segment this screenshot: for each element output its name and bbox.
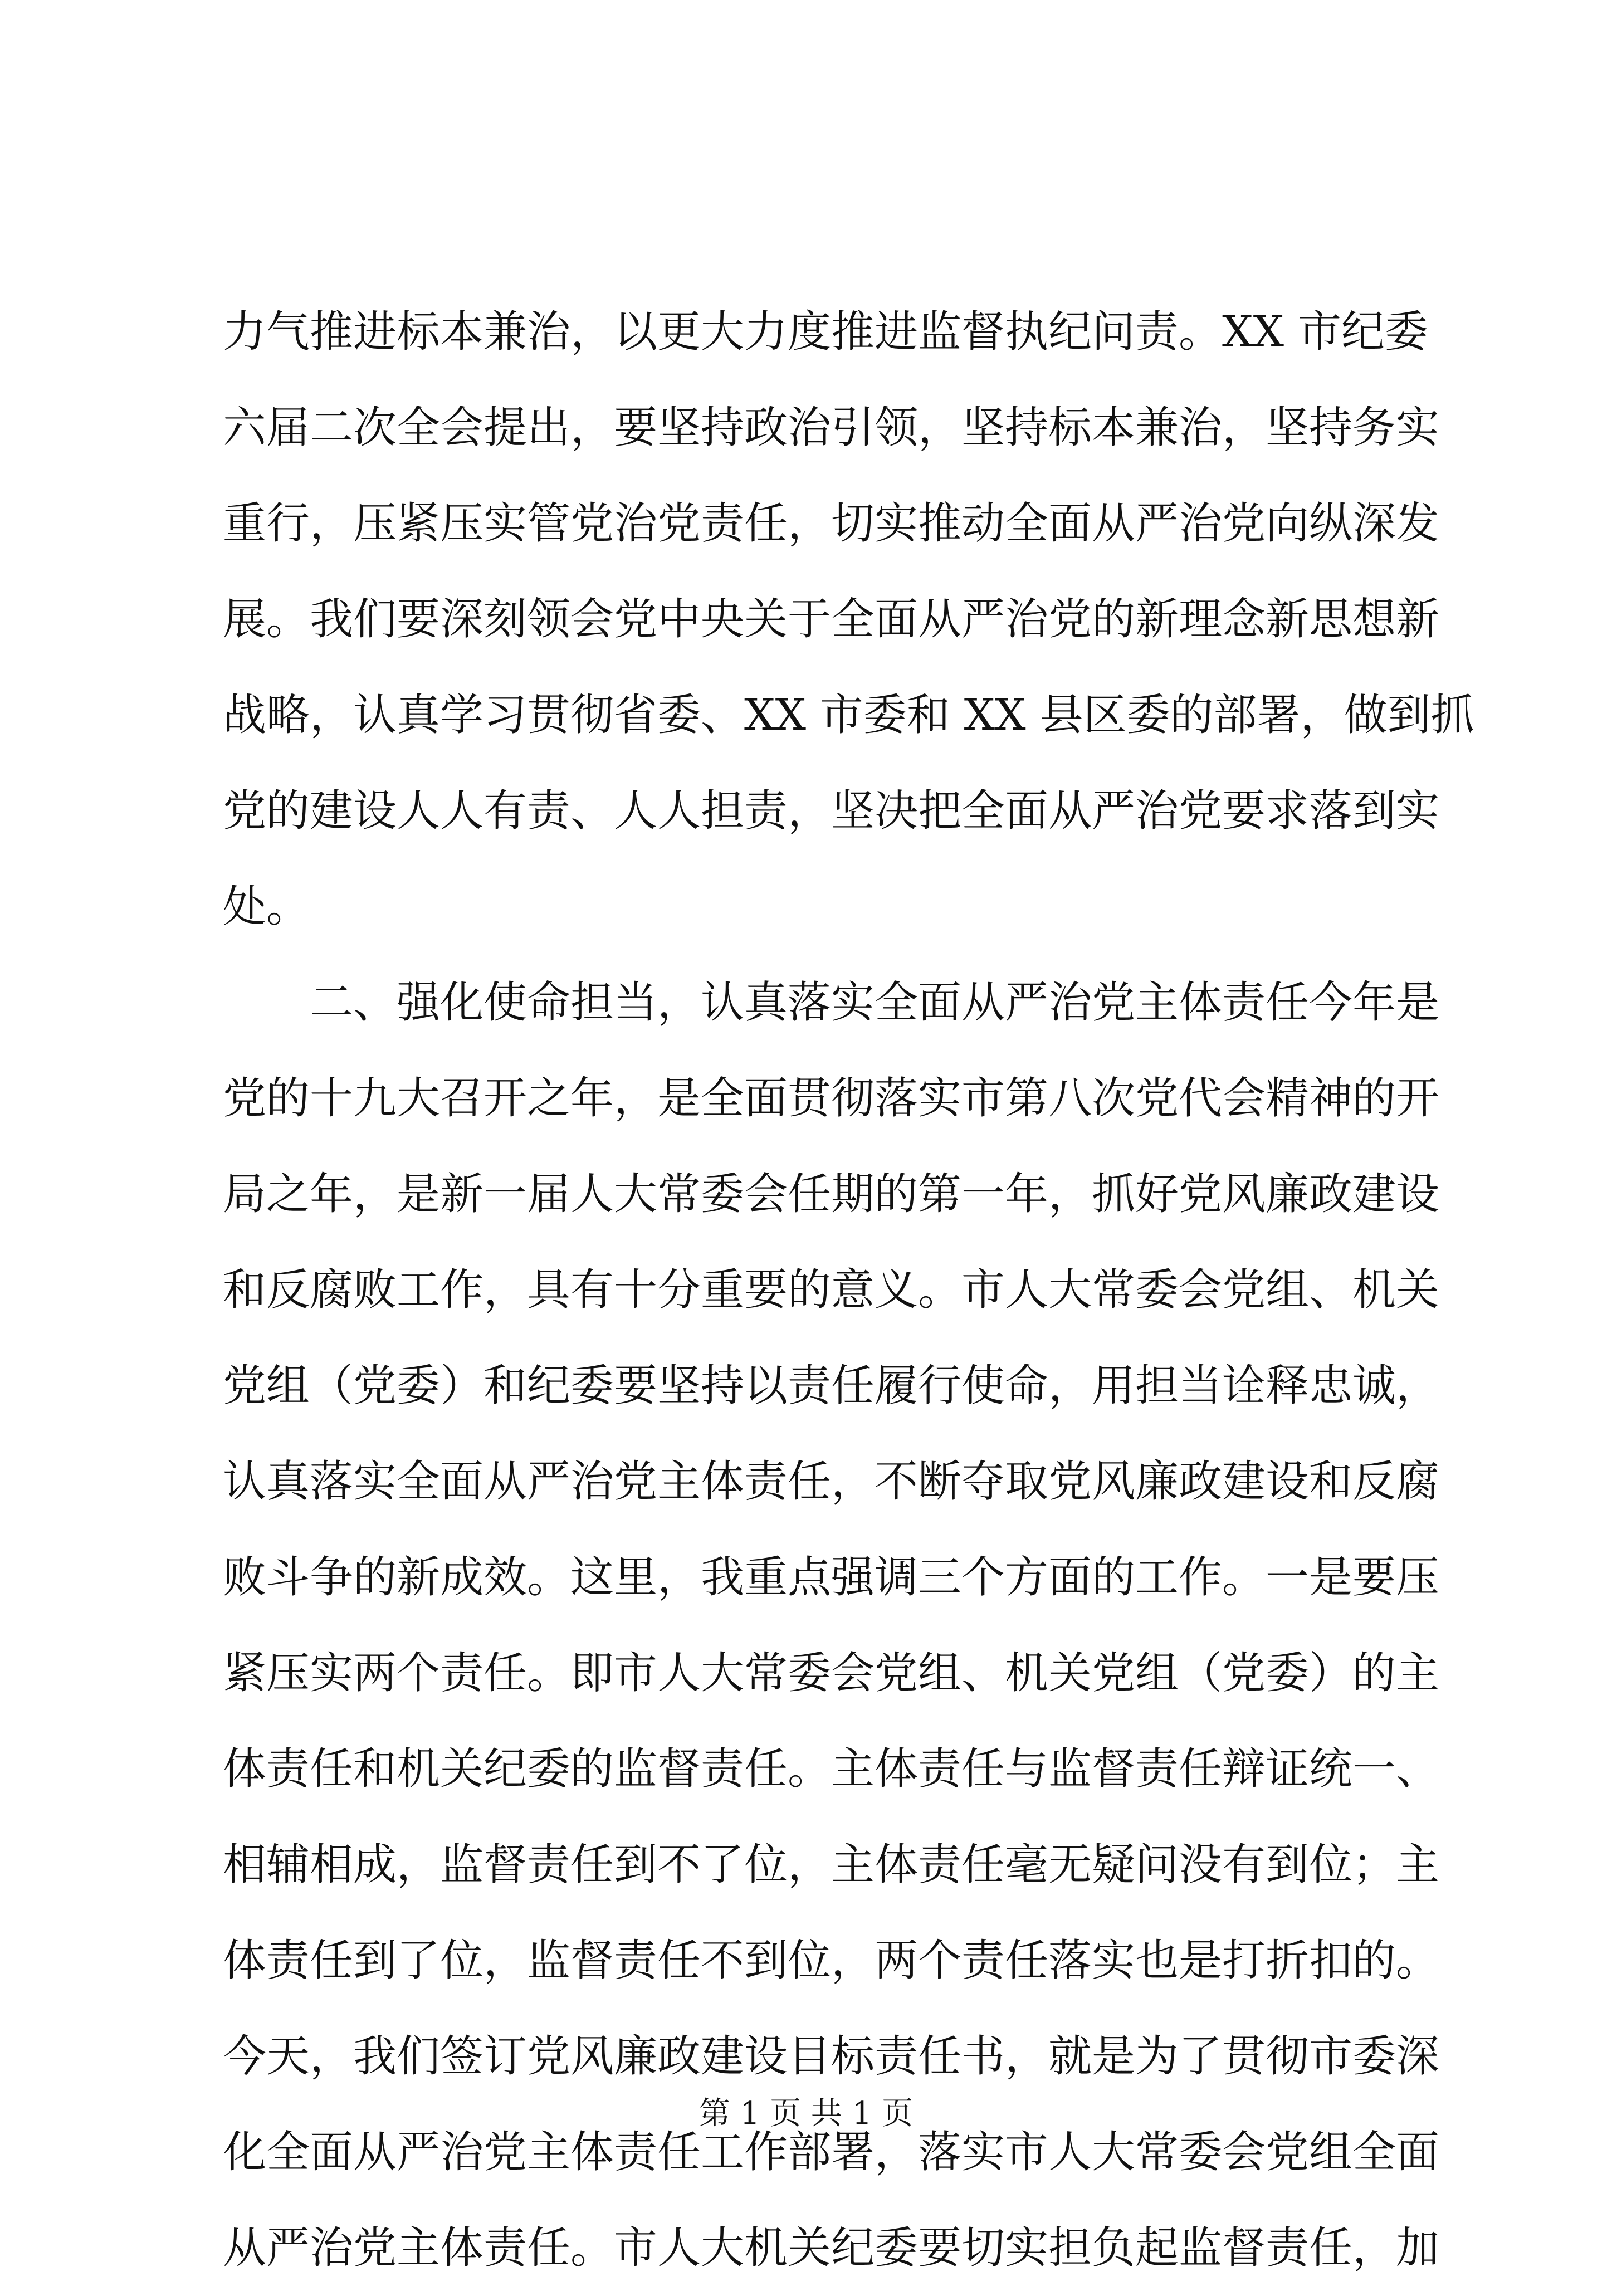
- text-line: 战略，认真学习贯彻省委、XX 市委和 XX 县区委的部署，做到抓: [223, 690, 1474, 740]
- text-line: 认真落实全面从严治党主体责任，不断夺取党风廉政建设和反腐: [223, 1457, 1440, 1507]
- text-line: 今天，我们签订党风廉政建设目标责任书，就是为了贯彻市委深: [223, 2031, 1440, 2082]
- text-line: 化全面从严治党主体责任工作部署，落实市人大常委会党组全面: [223, 2127, 1440, 2177]
- text-line: 和反腐败工作，具有十分重要的意义。市人大常委会党组、机关: [223, 1265, 1440, 1315]
- page-number-label: 第 1 页 共 1 页: [698, 2095, 914, 2132]
- text-line: 体责任和机关纪委的监督责任。主体责任与监督责任辩证统一、: [223, 1744, 1440, 1794]
- text-line: 展。我们要深刻领会党中央关于全面从严治党的新理念新思想新: [223, 594, 1440, 644]
- text-line: 相辅相成，监督责任到不了位，主体责任毫无疑问没有到位；主: [223, 1840, 1440, 1890]
- paragraph-first-line: 二、强化使命担当，认真落实全面从严治党主体责任今年是: [310, 978, 1440, 1028]
- text-line: 败斗争的新成效。这里，我重点强调三个方面的工作。一是要压: [223, 1552, 1440, 1603]
- text-line: 六届二次全会提出，要坚持政治引领，坚持标本兼治，坚持务实: [223, 403, 1440, 453]
- text-line: 处。: [223, 882, 310, 932]
- text-line: 紧压实两个责任。即市人大常委会党组、机关党组（党委）的主: [223, 1648, 1440, 1698]
- text-line: 从严治党主体责任。市人大机关纪委要切实担负起监督责任，加: [223, 2223, 1440, 2273]
- text-line: 力气推进标本兼治，以更大力度推进监督执纪问责。XX 市纪委: [223, 307, 1428, 357]
- text-line: 党的十九大召开之年，是全面贯彻落实市第八次党代会精神的开: [223, 1073, 1440, 1123]
- document-body: [223, 284, 1474, 2296]
- text-line: 局之年，是新一届人大常委会任期的第一年，抓好党风廉政建设: [223, 1169, 1440, 1219]
- text-line: 党的建设人人有责、人人担责，坚决把全面从严治党要求落到实: [223, 786, 1440, 836]
- text-line: 党组（党委）和纪委要坚持以责任履行使命，用担当诠释忠诚，: [223, 1361, 1440, 1411]
- text-line: 重行，压紧压实管党治党责任，切实推动全面从严治党向纵深发: [223, 499, 1440, 549]
- page-footer: [0, 2092, 1612, 2136]
- text-line: 体责任到了位，监督责任不到位，两个责任落实也是打折扣的。: [223, 1936, 1440, 1986]
